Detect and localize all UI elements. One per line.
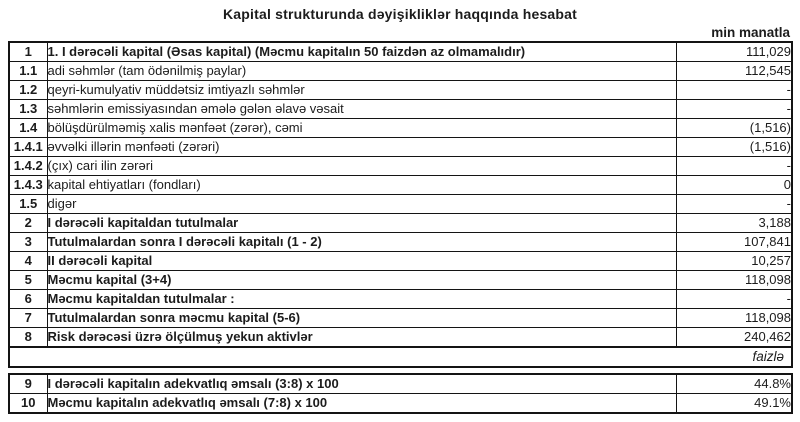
row-number: 2 [9,214,47,233]
row-value: (1,516) [676,138,792,157]
table-row [9,252,792,271]
row-value: - [676,195,792,214]
row-label: bölüşdürülməmiş xalis mənfəət (zərər), cəmi [47,119,676,138]
row-label: Tutulmalardan sonra I dərəcəli kapitalı (1 - 2) [47,233,676,252]
row-label: Məcmu kapitaldan tutulmalar : [47,290,676,309]
row-number: 1.4.1 [9,138,47,157]
row-label: kapital ehtiyatları (fondları) [47,176,676,195]
row-label: Məcmu kapital (3+4) [47,271,676,290]
row-label: II dərəcəli kapital [47,252,676,271]
table-row [9,195,792,214]
table-row [9,290,792,309]
row-value: (1,516) [676,119,792,138]
row-number: 1 [9,42,47,62]
table-row [9,62,792,81]
row-value: 10,257 [676,252,792,271]
row-label: Tutulmalardan sonra məcmu kapital (5-6) [47,309,676,328]
row-label: (çıx) cari ilin zərəri [47,157,676,176]
row-value: 49.1% [676,394,792,414]
table-row [9,138,792,157]
row-number: 4 [9,252,47,271]
row-number: 7 [9,309,47,328]
row-value: - [676,81,792,100]
table-row [9,233,792,252]
row-value: 107,841 [676,233,792,252]
adequacy-ratio-table [8,373,793,414]
row-label: Məcmu kapitalın adekvatlıq əmsalı (7:8) x 100 [47,394,676,414]
table-row [9,328,792,348]
table-row [9,176,792,195]
row-number: 1.3 [9,100,47,119]
table-row [9,157,792,176]
row-number: 10 [9,394,47,414]
row-label: əvvəlki illərin mənfəəti (zərəri) [47,138,676,157]
row-number: 5 [9,271,47,290]
table-row [9,100,792,119]
row-number: 6 [9,290,47,309]
row-value: - [676,100,792,119]
table-row [9,119,792,138]
row-number: 8 [9,328,47,348]
row-label: səhmlərin emissiyasından əmələ gələn əlavə vəsait [47,100,676,119]
table-row [9,81,792,100]
row-value: 112,545 [676,62,792,81]
capital-structure-table [8,41,793,348]
percent-unit-band: faizlə [8,348,793,368]
row-value: 0 [676,176,792,195]
row-value: 111,029 [676,42,792,62]
row-number: 1.5 [9,195,47,214]
table-row [9,309,792,328]
row-label: Risk dərəcəsi üzrə ölçülmuş yekun aktivlər [47,328,676,348]
table-row [9,271,792,290]
row-value: 3,188 [676,214,792,233]
row-value: - [676,290,792,309]
row-number: 1.1 [9,62,47,81]
row-number: 9 [9,374,47,394]
table-row [9,374,792,394]
row-label: I dərəcəli kapitaldan tutulmalar [47,214,676,233]
row-number: 1.2 [9,81,47,100]
row-label: digər [47,195,676,214]
row-value: 44.8% [676,374,792,394]
row-label: 1. I dərəcəli kapital (Əsas kapital) (Məcmu kapitalın 50 faizdən az olmamalıdır) [47,42,676,62]
table-row [9,42,792,62]
row-value: 118,098 [676,309,792,328]
row-number: 3 [9,233,47,252]
row-number: 1.4.3 [9,176,47,195]
row-value: 118,098 [676,271,792,290]
row-label: I dərəcəli kapitalın adekvatlıq əmsalı (3:8) x 100 [47,374,676,394]
table-row [9,394,792,414]
page-title: Kapital strukturunda dəyişikliklər haqqında hesabat [222,6,578,22]
row-value: 240,462 [676,328,792,348]
unit-label: min manatla [711,25,790,40]
row-label: qeyri-kumulyativ müddətsiz imtiyazlı səhmlər [47,81,676,100]
table-row [9,214,792,233]
row-number: 1.4 [9,119,47,138]
row-number: 1.4.2 [9,157,47,176]
row-label: adi səhmlər (tam ödənilmiş paylar) [47,62,676,81]
row-value: - [676,157,792,176]
